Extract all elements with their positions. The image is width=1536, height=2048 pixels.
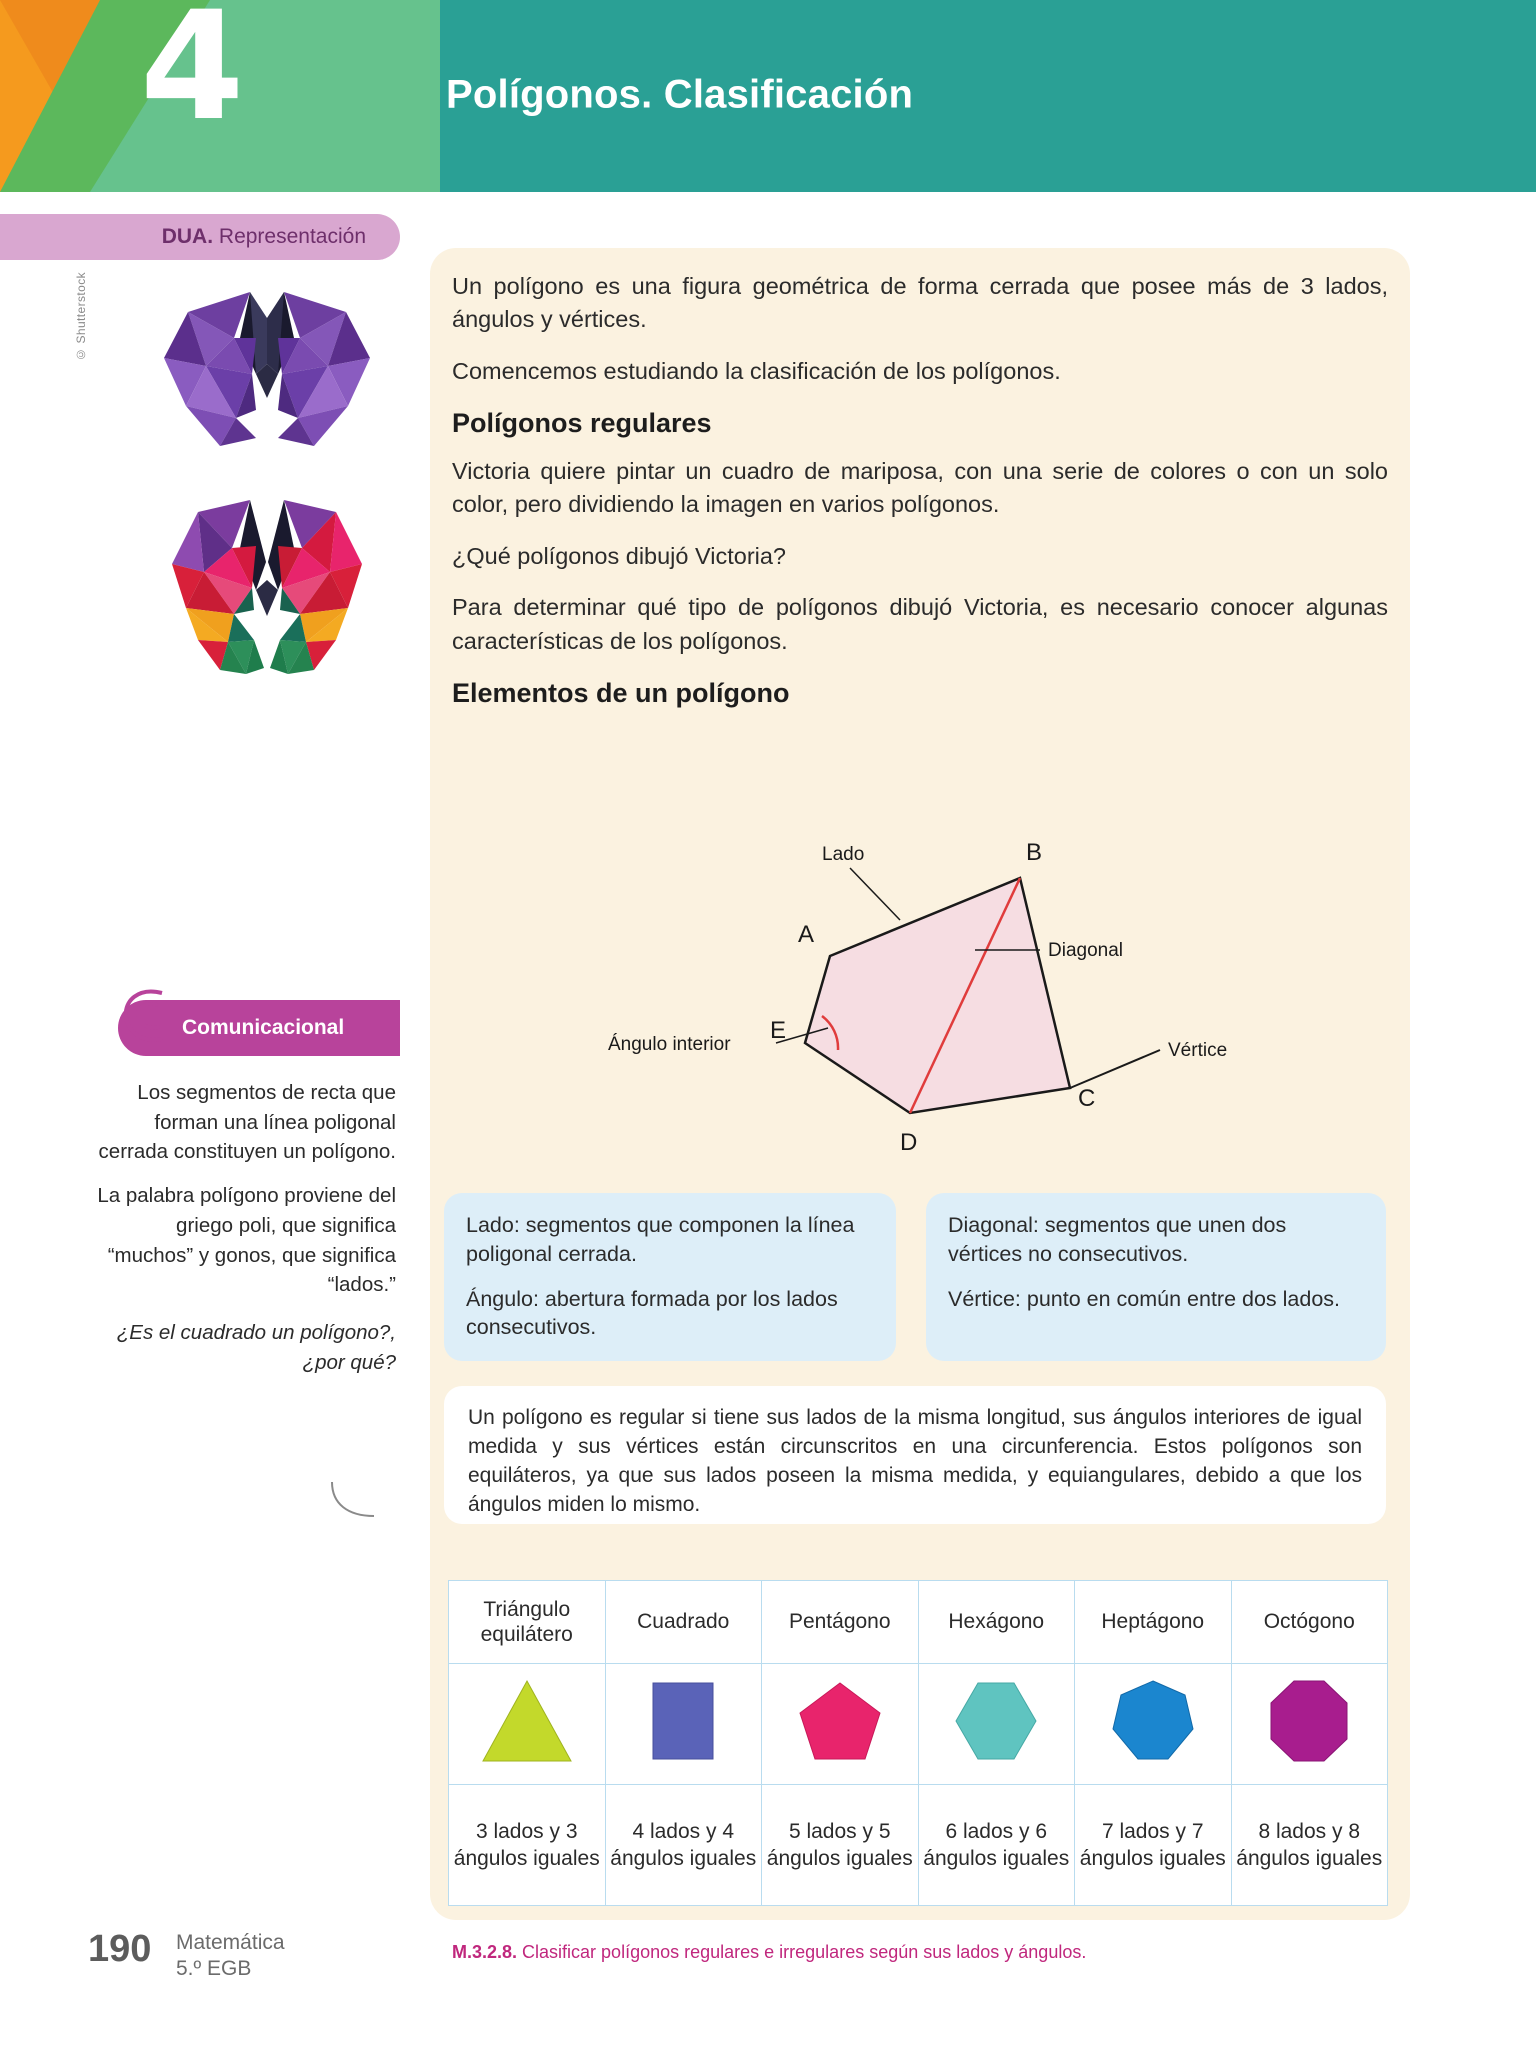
paragraph-question: ¿Qué polígonos dibujó Victoria? (452, 542, 787, 569)
triangle-icon (479, 1675, 575, 1767)
shape-cell-hexagono (918, 1664, 1075, 1785)
table-row-headers (449, 1581, 1388, 1664)
definition-angulo: Ángulo: abertura formada por los lados consecutivos. (466, 1286, 838, 1340)
label-diagonal: Diagonal (1048, 940, 1123, 961)
butterfly-purple-illustration (128, 278, 406, 460)
regular-polygon-text: Un polígono es regular si tiene sus lados de la misma longitud, sus ángulos interiores de igual medida y sus vértices están circunscritos en una circunferencia. Estos polígonos son equiláteros, ya que sus lados poseen la misma medida, y equiangulares, debido a que los ángulos miden lo mismo. (468, 1406, 1362, 1516)
curriculum-code (452, 1942, 1086, 1963)
vertex-label-e: E (770, 1017, 787, 1044)
table-header-cuadrado: Cuadrado (605, 1581, 762, 1664)
paragraph-determinar: Para determinar qué tipo de polígonos dibujó Victoria, es necesario conocer algunas características de los polígonos. (452, 594, 1388, 654)
table-desc-pentagono: 5 lados y 5 ángulos iguales (762, 1785, 919, 1906)
shape-cell-cuadrado (605, 1664, 762, 1785)
bubble-tail-icon (330, 1480, 382, 1520)
heading-elementos: Elementos de un polígono (452, 677, 790, 708)
dua-banner-label (162, 225, 366, 249)
vertex-label-a: A (798, 921, 815, 948)
vertex-leader (1070, 1050, 1160, 1088)
heptagon-icon (1105, 1675, 1201, 1767)
page-number: 190 (88, 1928, 152, 1970)
heading-poligonos-regulares: Polígonos regulares (452, 408, 712, 439)
page-header (0, 0, 1536, 192)
table-desc-triangulo: 3 lados y 3 ángulos iguales (449, 1785, 606, 1906)
definitions-box-left (444, 1193, 896, 1361)
square-icon (635, 1675, 731, 1767)
curriculum-code-id: M.3.2.8. (452, 1942, 518, 1962)
table-header-hexagono: Hexágono (918, 1581, 1075, 1664)
table-desc-heptagono: 7 lados y 7 ángulos iguales (1075, 1785, 1232, 1906)
polygon-shape (805, 878, 1070, 1113)
table-row-shapes (449, 1664, 1388, 1785)
shape-cell-heptagono (1075, 1664, 1232, 1785)
shape-cell-octogono (1231, 1664, 1388, 1785)
footer-grade: 5.º EGB (176, 1957, 252, 1981)
shape-cell-triangulo (449, 1664, 606, 1785)
definitions-box-right (926, 1193, 1386, 1361)
regular-polygon-note (444, 1386, 1386, 1524)
main-text-block (452, 270, 1388, 725)
comunicacional-paragraph-2: La palabra polígono proviene del griego poli, que significa “muchos” y gonos, que significa “lados.” (97, 1184, 396, 1297)
table-desc-cuadrado: 4 lados y 4 ángulos iguales (605, 1785, 762, 1906)
intro-paragraph-2: Comencemos estudiando la clasificación de los polígonos. (452, 357, 1061, 384)
footer-subject-name: Matemática (176, 1931, 285, 1954)
paragraph-victoria: Victoria quiere pintar un cuadro de mariposa, con una serie de colores o con un solo color, pero dividiendo la imagen en varios polígonos. (452, 458, 1388, 518)
label-angulo-interior: Ángulo interior (608, 1034, 731, 1055)
vertex-label-b: B (1026, 839, 1043, 866)
definition-vertice: Vértice: punto en común entre dos lados. (948, 1286, 1341, 1311)
vertex-label-c: C (1078, 1085, 1096, 1112)
curriculum-code-desc: Clasificar polígonos regulares e irregulares según sus lados y ángulos. (517, 1942, 1087, 1962)
definition-lado: Lado: segmentos que componen la línea poligonal cerrada. (466, 1213, 855, 1266)
table-header-heptagono: Heptágono (1075, 1581, 1232, 1664)
comunicacional-label: Comunicacional (182, 1016, 345, 1039)
table-row-descriptions (449, 1785, 1388, 1906)
table-header-octogono: Octógono (1231, 1581, 1388, 1664)
hexagon-icon (948, 1675, 1044, 1767)
shape-cell-pentagono (762, 1664, 919, 1785)
label-lado: Lado (822, 844, 865, 865)
image-credit: © Shutterstock (74, 272, 88, 362)
table-header-triangulo: Triángulo equilátero (449, 1581, 606, 1664)
label-vertice: Vértice (1168, 1040, 1228, 1061)
dua-label: Representación (218, 225, 366, 248)
definition-diagonal: Diagonal: segmentos que unen dos vértices no consecutivos. (948, 1213, 1287, 1266)
dua-banner (0, 214, 400, 260)
comunicacional-paragraph-1: Los segmentos de recta que forman una línea poligonal cerrada constituyen un polígono. (98, 1081, 396, 1164)
intro-paragraph-1: Un polígono es una figura geométrica de forma cerrada que posee más de 3 lados, ángulos y vértices. (452, 273, 1388, 333)
page-title: Polígonos. Clasificación (446, 72, 914, 117)
comunicacional-question: ¿Es el cuadrado un polígono?, ¿por qué? (116, 1321, 396, 1374)
polygon-diagram (600, 838, 1300, 1168)
speech-bubble-icon (118, 985, 174, 1047)
unit-number: 4 (140, 0, 245, 154)
polygon-classification-table (448, 1580, 1388, 1906)
table-desc-octogono: 8 lados y 8 ángulos iguales (1231, 1785, 1388, 1906)
dua-strong: DUA. (161, 225, 214, 248)
octagon-icon (1261, 1675, 1357, 1767)
footer-subject (176, 1930, 285, 1983)
lado-leader (850, 868, 900, 920)
table-desc-hexagono: 6 lados y 6 ángulos iguales (918, 1785, 1075, 1906)
table-header-pentagono: Pentágono (762, 1581, 919, 1664)
vertex-label-d: D (900, 1129, 918, 1156)
pentagon-icon (792, 1675, 888, 1767)
comunicacional-text (96, 1078, 396, 1391)
butterfly-color-illustration (128, 490, 406, 690)
